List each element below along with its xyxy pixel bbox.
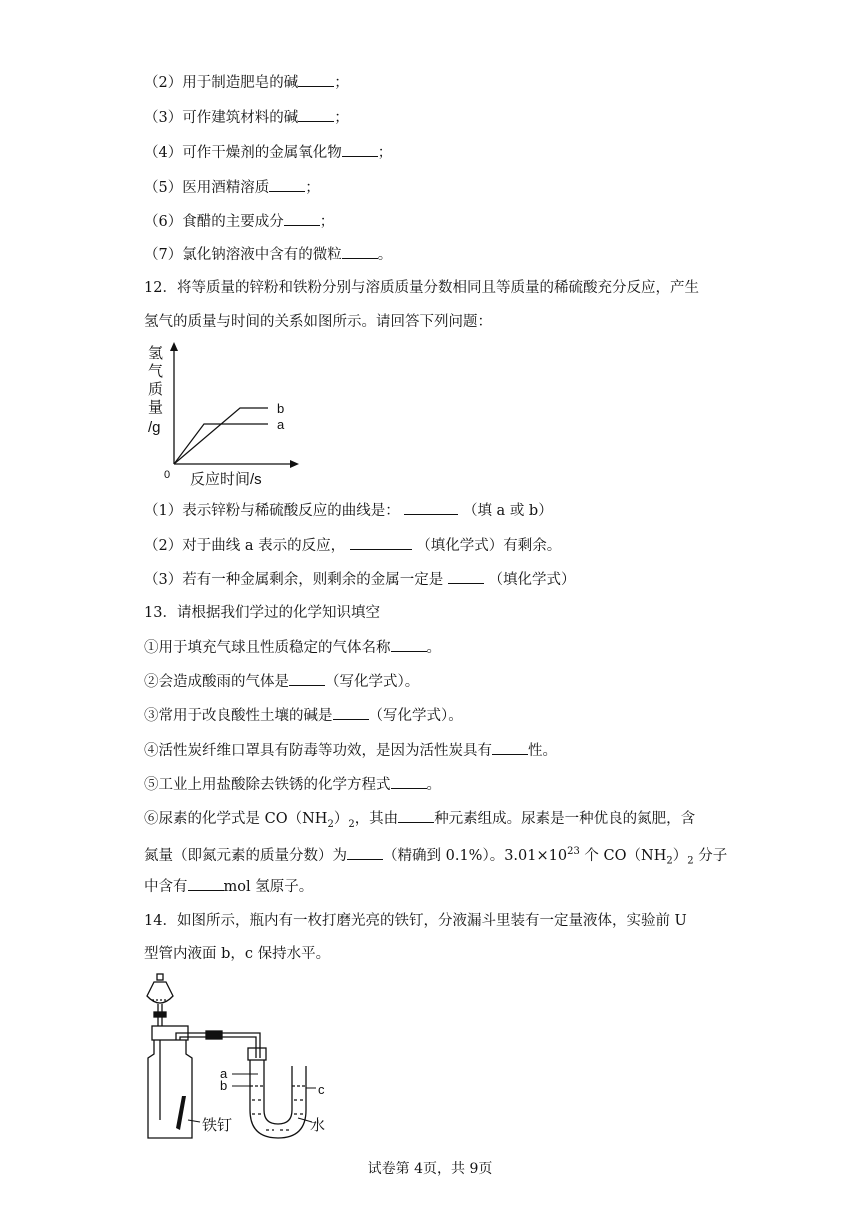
q13-item-6-line-1: ⑥尿素的化学式是 $CO(NH_2)_2$，其由 种元素组成。尿素是一种优良的氮肥，含 [144, 808, 695, 835]
label-a: a [220, 1066, 228, 1081]
page-footer: 试卷第 4页，共 9页 [367, 1161, 493, 1177]
answer-blank[interactable] [350, 535, 412, 550]
answer-blank[interactable] [391, 637, 427, 652]
label-water: 水 [310, 1117, 326, 1134]
answer-blank[interactable] [342, 244, 378, 259]
q13-item-3: ③常用于改良酸性土壤的碱是 （写化学式）。 [144, 705, 463, 726]
iron-nail-apparatus-diagram [140, 970, 340, 1142]
q14-stem-line-1: 14．如图所示，瓶内有一枚打磨光亮的铁钉，分液漏斗里装有一定量液体，实验前 U [144, 913, 687, 929]
q13-item-4: ④活性炭纤维口罩具有防毒等功效，是因为活性炭具有 性。 [144, 740, 557, 761]
q13-item-5: ⑤工业上用盐酸除去铁锈的化学方程式 。 [144, 774, 441, 795]
q13-stem: 13．请根据我们学过的化学知识填空 [144, 605, 380, 621]
q12-sub-2: （2）对于曲线 a 表示的反应， （填化学式）有剩余。 [144, 535, 561, 556]
answer-blank[interactable] [289, 671, 325, 686]
answer-blank[interactable] [298, 107, 334, 122]
label-b: b [220, 1078, 228, 1093]
label-iron-nail: 铁钉 [202, 1117, 233, 1134]
q11-item-7: （7）氯化钠溶液中含有的微粒 。 [144, 244, 392, 265]
label-c: c [318, 1082, 325, 1097]
y-axis-arrow [170, 342, 178, 351]
q13-item-1: ①用于填充气球且性质稳定的气体名称 。 [144, 637, 441, 658]
q11-item-6: （6）食醋的主要成分 ； [144, 211, 334, 232]
curve-a-label: a [277, 417, 285, 432]
u-tube [250, 1060, 306, 1138]
bottle [148, 1040, 192, 1138]
answer-blank[interactable] [398, 808, 434, 823]
curve-a [174, 424, 268, 464]
y-axis-label-char: 氢 [148, 345, 164, 362]
answer-blank[interactable] [448, 569, 484, 584]
q11-item-2: （2）用于制造肥皂的碱 ； [144, 72, 349, 93]
x-axis-label: 反应时间/s [190, 471, 262, 488]
answer-blank[interactable] [492, 740, 528, 755]
y-axis-label-char: 气 [148, 363, 164, 380]
answer-blank[interactable] [347, 845, 383, 860]
answer-blank[interactable] [269, 177, 305, 192]
answer-blank[interactable] [342, 142, 378, 157]
q11-item-5: （5）医用酒精溶质 ； [144, 177, 320, 198]
rubber-connector [206, 1031, 222, 1039]
marker-nail [188, 1120, 200, 1122]
u-tube-stopper [248, 1048, 266, 1060]
water-hatching [252, 1100, 304, 1130]
q12-stem-line-2: 氢气的质量与时间的关系如图所示。请回答下列问题： [144, 314, 492, 330]
curve-b [174, 408, 268, 464]
answer-blank[interactable] [188, 876, 224, 891]
answer-blank[interactable] [298, 72, 334, 87]
iron-nail [176, 1096, 186, 1130]
y-axis-label-char: /g [148, 419, 161, 436]
q11-item-3: （3）可作建筑材料的碱 ； [144, 107, 349, 128]
funnel-stopcock [154, 1012, 166, 1017]
answer-blank[interactable] [404, 500, 458, 515]
hydrogen-mass-time-graph [144, 340, 314, 490]
curve-b-label: b [277, 401, 285, 416]
answer-blank[interactable] [391, 774, 427, 789]
funnel-stopper [157, 974, 163, 980]
q13-item-6-line-3: 中含有 mol 氢原子。 [144, 876, 313, 897]
q12-sub-1: （1）表示锌粉与稀硫酸反应的曲线是： （填 a 或 b） [144, 500, 553, 521]
q12-stem-line-1: 12．将等质量的锌粉和铁粉分别与溶质质量分数相同且等质量的稀硫酸充分反应，产生 [144, 280, 699, 296]
q14-stem-line-2: 型管内液面 b，c 保持水平。 [144, 946, 331, 962]
q13-item-2: ②会造成酸雨的气体是 （写化学式）。 [144, 671, 419, 692]
q13-item-6-line-2: 氮量（即氮元素的质量分数）为 （精确到 0.1%）。$3.01\times 10^{23}$ 个 $CO(NH_2)_2$ 分子 [144, 846, 728, 867]
x-axis-arrow [290, 460, 299, 468]
origin-label: 0 [164, 469, 171, 481]
q12-sub-3: （3）若有一种金属剩余，则剩余的金属一定是 （填化学式） [144, 569, 575, 590]
q11-item-4: （4）可作干燥剂的金属氧化物 ； [144, 142, 392, 163]
y-axis-label-char: 量 [148, 399, 164, 416]
answer-blank[interactable] [333, 705, 369, 720]
y-axis-label-char: 质 [148, 381, 164, 398]
answer-blank[interactable] [284, 211, 320, 226]
